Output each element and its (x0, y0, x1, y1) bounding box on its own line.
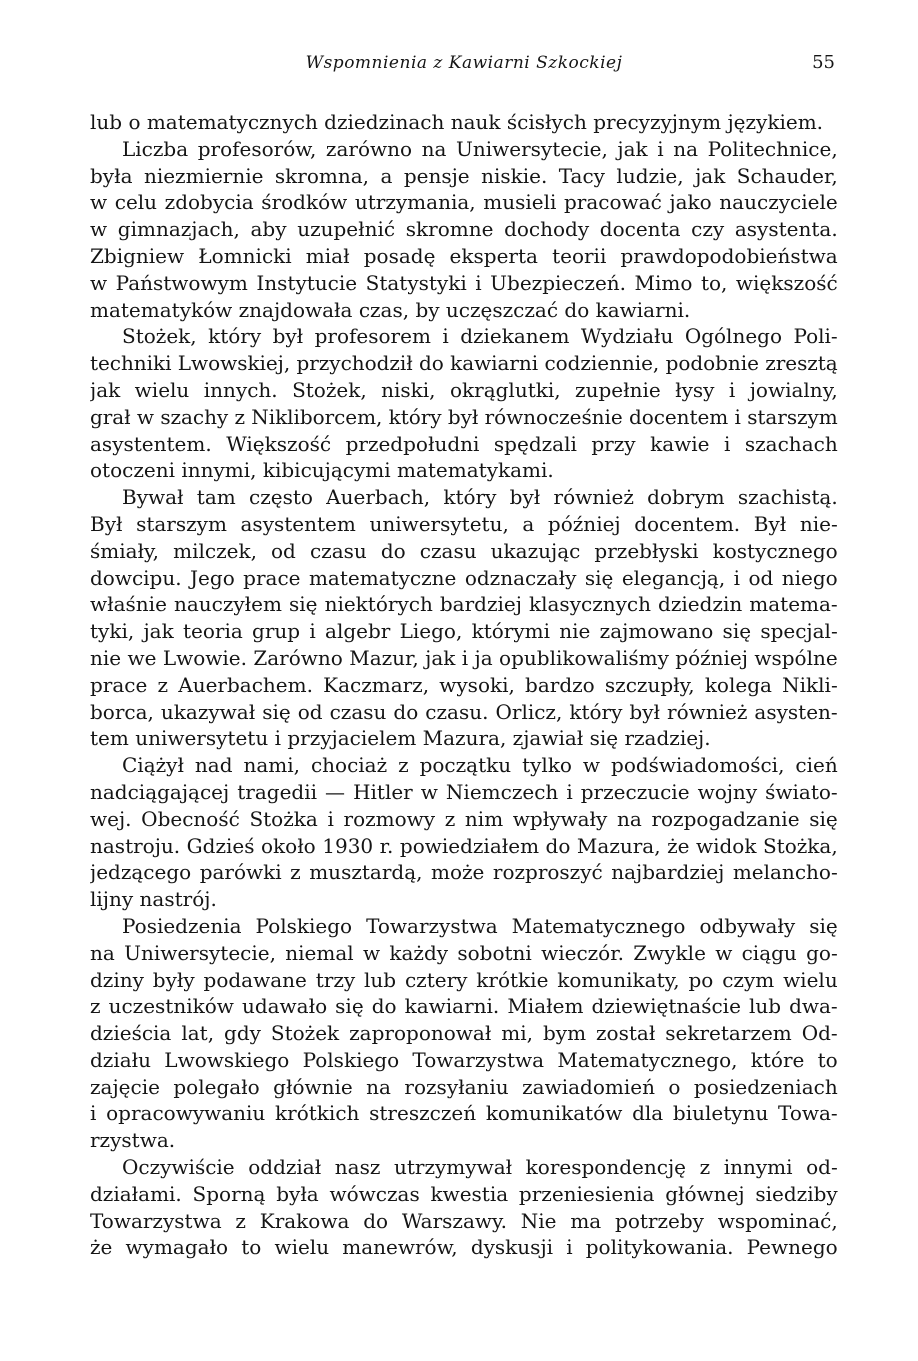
text-line (90, 699, 838, 726)
text-line-content: Oczywiście oddział nasz utrzymywał korespondencję z innymi od- (122, 1155, 838, 1180)
text-line-content: Towarzystwa z Krakowa do Warszawy. Nie ma potrzeby wspominać, (90, 1208, 838, 1233)
text-line-content: otoczeni innymi, kibicującymi matematykami. (90, 458, 554, 483)
text-line-content: dziny były podawane trzy lub cztery krótkie komunikaty, po czym wielu (90, 967, 838, 992)
text-line (90, 1047, 838, 1074)
text-line-content: działami. Sporną była wówczas kwestia przeniesienia głównej siedziby (90, 1181, 838, 1206)
text-line-content: w gimnazjach, aby uzupełnić skromne dochody docenta czy asystenta. (90, 217, 838, 242)
text-line-content: śmiały, milczek, od czasu do czasu ukazując przebłyski kostycznego (90, 538, 838, 563)
text-line (90, 1100, 838, 1127)
text-line-content: Był starszym asystentem uniwersytetu, a później docentem. Był nie- (90, 511, 838, 536)
text-line-content: dzieścia lat, gdy Stożek zaproponował mi, bym został sekretarzem Od- (90, 1021, 838, 1046)
text-line (90, 270, 838, 297)
text-line (90, 967, 838, 994)
text-line-content: dowcipu. Jego prace matematyczne odznaczały się elegancją, i od niego (90, 565, 838, 590)
text-line (90, 993, 838, 1020)
text-line (90, 672, 838, 699)
text-line (90, 431, 838, 458)
paragraph (90, 1154, 838, 1261)
text-line-content: była niezmiernie skromna, a pensje niskie. Tacy ludzie, jak Schauder, (90, 163, 838, 188)
text-line (90, 484, 838, 511)
paragraph (90, 323, 838, 484)
text-line (90, 859, 838, 886)
text-line (90, 913, 838, 940)
text-line-content: Ciążył nad nami, chociaż z początku tylko w podświadomości, cień (122, 753, 838, 778)
text-line (90, 1127, 838, 1154)
text-line (90, 377, 838, 404)
text-line (90, 1074, 838, 1101)
paragraph (90, 913, 838, 1154)
text-line (90, 109, 838, 136)
text-line-content: borca, ukazywał się od czasu do czasu. Orlicz, który był również asysten- (90, 699, 838, 724)
text-line-content: grał w szachy z Nikliborcem, który był równocześnie docentem i starszym (90, 404, 838, 429)
text-line-content: i opracowywaniu krótkich streszczeń komunikatów dla biuletynu Towa- (90, 1101, 838, 1126)
text-line-content: nadciągającej tragedii — Hitler w Niemczech i przeczucie wojny świato- (90, 779, 838, 804)
text-line (90, 565, 838, 592)
running-head (90, 50, 838, 76)
text-line (90, 1154, 838, 1181)
text-line (90, 618, 838, 645)
page-body (90, 109, 838, 1261)
text-line (90, 1234, 838, 1261)
paragraph (90, 752, 838, 913)
text-line-content: tem uniwersytetu i przyjacielem Mazura, zjawiał się rzadziej. (90, 726, 711, 751)
text-line (90, 940, 838, 967)
text-line-content: jedzącego parówki z musztardą, może rozproszyć najbardziej melancho- (90, 860, 838, 885)
text-line-content: Stożek, który był profesorem i dziekanem Wydziału Ogólnego Poli- (122, 324, 838, 349)
text-line (90, 243, 838, 270)
text-line (90, 591, 838, 618)
text-line-content: w Państwowym Instytucie Statystyki i Ubezpieczeń. Mimo to, większość (90, 270, 838, 295)
text-line (90, 163, 838, 190)
text-line (90, 511, 838, 538)
text-line-content: nie we Lwowie. Zarówno Mazur, jak i ja opublikowaliśmy później wspólne (90, 645, 838, 670)
text-line (90, 725, 838, 752)
text-line-content: wej. Obecność Stożka i rozmowy z nim wpływały na rozpogadzanie się (90, 806, 838, 831)
text-line-content: lijny nastrój. (90, 887, 217, 912)
text-line-content: jak wielu innych. Stożek, niski, okrąglutki, zupełnie łysy i jowialny, (90, 377, 838, 402)
text-line-content: Zbigniew Łomnicki miał posadę eksperta teorii prawdopodobieństwa (90, 243, 838, 268)
text-line-content: prace z Auerbachem. Kaczmarz, wysoki, bardzo szczupły, kolega Nikli- (90, 672, 838, 697)
text-line (90, 457, 838, 484)
text-line (90, 216, 838, 243)
text-line-content: techniki Lwowskiej, przychodził do kawiarni codziennie, podobnie zresztą (90, 351, 838, 376)
text-line (90, 806, 838, 833)
text-line-content: właśnie nauczyłem się niektórych bardziej klasycznych dziedzin matema- (90, 592, 838, 617)
paragraph (90, 484, 838, 752)
text-line-content: Liczba profesorów, zarówno na Uniwersytecie, jak i na Politechnice, (122, 136, 838, 161)
page-number: 55 (812, 52, 835, 73)
text-line (90, 350, 838, 377)
text-line (90, 404, 838, 431)
text-line-content: tyki, jak teoria grup i algebr Liego, którymi nie zajmowano się specjal- (90, 619, 838, 644)
text-line (90, 136, 838, 163)
text-line-content: asystentem. Większość przedpołudni spędzali przy kawie i szachach (90, 431, 838, 456)
text-line (90, 323, 838, 350)
text-line-content: w celu zdobycia środków utrzymania, musieli pracować jako nauczyciele (90, 190, 838, 215)
text-line-content: nastroju. Gdzieś około 1930 r. powiedziałem do Mazura, że widok Stożka, (90, 833, 838, 858)
text-line-content: że wymagało to wielu manewrów, dyskusji i politykowania. Pewnego (90, 1235, 838, 1260)
text-line (90, 1181, 838, 1208)
text-line-content: z uczestników udawało się do kawiarni. Miałem dziewiętnaście lub dwa- (90, 994, 838, 1019)
text-line-content: na Uniwersytecie, niemal w każdy sobotni wieczór. Zwykle w ciągu go- (90, 940, 838, 965)
text-line-content: działu Lwowskiego Polskiego Towarzystwa Matematycznego, które to (90, 1047, 838, 1072)
text-line (90, 189, 838, 216)
text-line (90, 297, 838, 324)
text-line-content: rzystwa. (90, 1128, 176, 1153)
text-line (90, 1208, 838, 1235)
text-line (90, 645, 838, 672)
text-line-content: matematyków znajdowała czas, by uczęszczać do kawiarni. (90, 297, 691, 322)
text-line (90, 1020, 838, 1047)
text-line-content: Posiedzenia Polskiego Towarzystwa Matematycznego odbywały się (122, 913, 838, 938)
text-line (90, 752, 838, 779)
text-line-content: lub o matematycznych dziedzinach nauk ścisłych precyzyjnym językiem. (90, 110, 824, 134)
running-title: Wspomnienia z Kawiarni Szkockiej (305, 53, 623, 73)
paragraph (90, 136, 838, 324)
text-line (90, 779, 838, 806)
text-line-content: Bywał tam często Auerbach, który był również dobrym szachistą. (122, 485, 838, 510)
paragraph (90, 109, 838, 136)
text-line (90, 886, 838, 913)
text-line (90, 833, 838, 860)
text-line (90, 538, 838, 565)
text-line-content: zajęcie polegało głównie na rozsyłaniu zawiadomień o posiedzeniach (90, 1074, 838, 1099)
